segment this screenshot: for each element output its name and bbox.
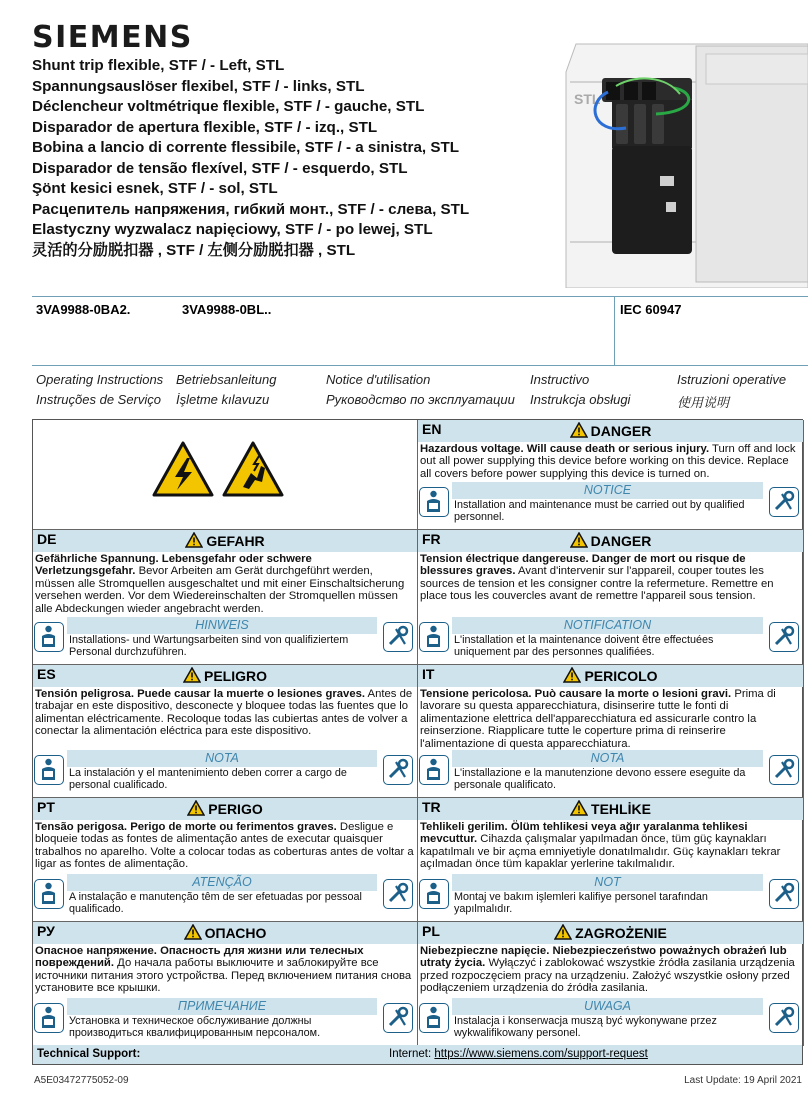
hazard-text: Опасное напряжение. Опасность для жизни или телесных повреждений. До начала работы выключите и заблокируйте все источники питания этого устройства. Перед включением питания снова установите все крышки. <box>35 945 412 995</box>
standard-ref: IEC 60947 <box>620 302 682 317</box>
language-code: FR <box>422 531 441 547</box>
tool-icon <box>769 487 799 517</box>
warning-triangle-icon <box>563 667 581 683</box>
tool-icon <box>383 879 413 909</box>
order-number-row <box>32 296 808 366</box>
instr-tr: İşletme kılavuzu <box>176 392 270 407</box>
warning-triangle-icon <box>554 924 572 940</box>
notice-text: A instalação e manutenção têm de ser efetuadas por pessoal qualificado. <box>69 891 362 915</box>
notice-text: L'installazione e la manutenzione devono essere eseguite da personale qualificato. <box>454 767 746 791</box>
last-update: Last Update: 19 April 2021 <box>684 1075 802 1086</box>
signal-word: PERIGO <box>33 800 417 817</box>
title-es: Disparador de apertura flexible, STF / - izq., STL <box>32 118 378 136</box>
qualified-personnel-icon <box>34 622 64 652</box>
notice-title: ATENÇÃO <box>67 874 377 891</box>
instr-pl: Instrukcja obsługi <box>530 392 631 407</box>
language-code: РУ <box>37 923 55 939</box>
notice-title: UWAGA <box>452 998 763 1015</box>
notice-title: NOTICE <box>452 482 763 499</box>
svg-text:STL: STL <box>574 91 601 107</box>
document-number: A5E03472775052-09 <box>34 1075 129 1086</box>
section-tr <box>418 798 804 922</box>
signal-word: DANGER <box>418 532 803 549</box>
hazard-text: Niebezpieczne napięcie. Niebezpieczeństwo poważnych obrażeń lub utraty życia. Wyłączyć i zablokować wszystkie źródła zasilania urządzenia przed rozpoczęciem pracy na urządzeniu. Założyć wszystkie osłony przed podłączeniem urządzenia do źródła zasilania. <box>420 945 795 995</box>
notice-title: NOT <box>452 874 763 891</box>
warning-pictograms <box>33 420 418 530</box>
section-es <box>33 665 418 798</box>
language-code: PT <box>37 799 55 815</box>
qualified-personnel-icon <box>419 879 449 909</box>
signal-word: ZAGROŻENIE <box>418 924 803 941</box>
title-tr: Şönt kesici esnek, STF / - sol, STL <box>32 180 278 197</box>
tool-icon <box>769 755 799 785</box>
warning-triangle-icon <box>184 924 202 940</box>
section-header <box>418 530 803 552</box>
instr-pt: Instruções de Serviço <box>36 392 162 407</box>
language-code: EN <box>422 421 442 437</box>
warning-triangle-icon <box>570 532 588 548</box>
qualified-personnel-icon <box>34 879 64 909</box>
hazard-text: Tensione pericolosa. Può causare la morte o lesioni gravi. Prima di lavorare su questa apparecchiatura, disinserire tutte le fonti di alimentazione elettrica dell'apparecchiatura ed assicurarle contro la reinserzione. Riapplicare tutte le coperture prima di reinserire l'alimentazione di questa apparecchiatura. <box>420 688 776 750</box>
notice-text: La instalación y el mantenimiento deben correr a cargo de personal cualificado. <box>69 767 347 791</box>
section-it <box>418 665 804 798</box>
product-image <box>556 42 808 288</box>
notice-text: Montaj ve bakım işlemleri kalifiye personel tarafından yapılmalıdır. <box>454 891 708 915</box>
qualified-personnel-icon <box>34 755 64 785</box>
signal-word: TEHLİKE <box>418 800 803 817</box>
product-titles <box>32 56 552 261</box>
qualified-personnel-icon <box>419 622 449 652</box>
notice-title: NOTA <box>452 750 763 767</box>
support-label: Technical Support: <box>37 1048 141 1060</box>
language-code: PL <box>422 923 440 939</box>
notice-box <box>418 481 803 529</box>
electric-shock-hazard-icon <box>221 440 285 498</box>
notice-text: Установка и техническое обслуживание должны производиться квалифицированным персоналом. <box>69 1015 321 1039</box>
notice-title: NOTA <box>67 750 377 767</box>
section-header <box>33 798 417 820</box>
language-code: IT <box>422 666 435 682</box>
notice-box <box>418 616 803 664</box>
notice-title: NOTIFICATION <box>452 617 763 634</box>
instr-ru: Руководство по эксплуатации <box>326 392 515 407</box>
high-voltage-warning-icon <box>151 440 215 498</box>
instr-es: Instructivo <box>530 372 590 387</box>
order-number-2: 3VA9988-0BL.. <box>182 302 272 317</box>
section-pl <box>418 922 804 1046</box>
section-en <box>418 420 804 530</box>
title-fr: Déclencheur voltmétrique flexible, STF / - gauche, STL <box>32 98 425 115</box>
notice-text: Installations- und Wartungsarbeiten sind von qualifiziertem Personal durchzuführen. <box>69 634 349 658</box>
warning-triangle-icon <box>570 800 588 816</box>
tool-icon <box>383 755 413 785</box>
title-pt: Disparador de tensão flexível, STF / - esquerdo, STL <box>32 159 408 177</box>
section-header <box>33 922 417 944</box>
notice-box <box>33 873 417 921</box>
tool-icon <box>769 879 799 909</box>
language-code: TR <box>422 799 441 815</box>
hazard-text: Tensión peligrosa. Puede causar la muerte o lesiones graves. Antes de trabajar en este dispositivo, desconecte y bloquee todas las fuentes que lo alimentan eléctricamente. Recoloque todas las cubiertas antes de volver a conectar la alimentación eléctrica para este dispositivo. <box>35 688 413 738</box>
signal-word: GEFAHR <box>33 532 417 549</box>
qualified-personnel-icon <box>419 1003 449 1033</box>
safety-grid <box>32 419 803 1064</box>
instr-en: Operating Instructions <box>36 372 164 387</box>
hazard-text: Tensão perigosa. Perigo de morte ou ferimentos graves. Desligue e bloqueie todas as fontes de alimentação antes de executar quaisquer trabalhos no aparelho. Volte a colocar todas as coberturas antes de voltar a ligar as fontes de alimentação. <box>35 821 414 871</box>
tool-icon <box>383 622 413 652</box>
title-pl: Elastyczny wyzwalacz napięciowy, STF / - po lewej, STL <box>32 221 433 238</box>
section-ru <box>33 922 418 1046</box>
notice-box <box>33 749 417 797</box>
notice-text: Installation and maintenance must be carried out by qualified personnel. <box>454 499 745 523</box>
instr-zh: 使用说明 <box>677 395 730 410</box>
section-pt <box>33 798 418 922</box>
notice-text: Instalacja i konserwacja muszą być wykonywane przez wykwalifikowany personel. <box>454 1015 717 1039</box>
warning-triangle-icon <box>185 532 203 548</box>
section-header <box>418 665 803 687</box>
section-header <box>418 420 803 442</box>
section-de <box>33 530 418 665</box>
title-de: Spannungsauslöser flexibel, STF / - links, STL <box>32 77 365 95</box>
language-code: ES <box>37 666 56 682</box>
signal-word: DANGER <box>418 422 803 439</box>
notice-box <box>418 749 803 797</box>
qualified-personnel-icon <box>419 755 449 785</box>
notice-text: L'installation et la maintenance doivent être effectuées uniquement par des personnes qualifiées. <box>454 634 714 658</box>
hazard-text: Hazardous voltage. Will cause death or serious injury. Turn off and lock out all power supplying this device before working on this device. Replace all covers before power supplying this device is turned on. <box>420 443 796 480</box>
technical-support-bar <box>32 1045 803 1065</box>
hazard-text: Tehlikeli gerilim. Ölüm tehlikesi veya ağır yaralanma tehlikesi mevcuttur. Cihazda çalışmalar yapılmadan önce, tüm güç kaynakları kapatılmalı ve bir açma emniyetiyle donatılmalıdır. Güç kaynakları tekrar açılmadan önce tüm kapaklar yerlerine takılmalıdır. <box>420 821 781 871</box>
tool-icon <box>769 622 799 652</box>
title-it: Bobina a lancio di corrente flessibile, STF / - a sinistra, STL <box>32 139 460 156</box>
signal-word: PELIGRO <box>33 667 417 684</box>
title-en: Shunt trip flexible, STF / - Left, STL <box>32 57 285 74</box>
section-fr <box>418 530 804 665</box>
qualified-personnel-icon <box>34 1003 64 1033</box>
tool-icon <box>769 1003 799 1033</box>
instr-de: Betriebsanleitung <box>176 372 277 387</box>
notice-box <box>33 616 417 664</box>
notice-box <box>418 997 803 1045</box>
section-header <box>33 665 417 687</box>
instr-it: Istruzioni operative <box>677 372 787 387</box>
signal-word: ОПАСНО <box>33 924 417 941</box>
hazard-text: Tension électrique dangereuse. Danger de mort ou risque de blessures graves. Avant d'intervenir sur l'appareil, couper toutes les sources de tension et les consigner contre la refermeture. Remettre en place tous les couvercles avant de remettre l'appareil sous tension. <box>420 553 774 603</box>
qualified-personnel-icon <box>419 487 449 517</box>
notice-box <box>33 997 417 1045</box>
section-header <box>418 798 803 820</box>
warning-triangle-icon <box>570 422 588 438</box>
order-number-1: 3VA9988-0BA2. <box>36 302 131 317</box>
title-ru: Расцепитель напряжения, гибкий монт., STF / - слева, STL <box>32 200 470 218</box>
title-zh: 灵活的分励脱扣器 , STF / 左侧分励脱扣器 , STL <box>32 241 356 259</box>
warning-triangle-icon <box>183 667 201 683</box>
support-link[interactable]: https://www.siemens.com/support-request <box>434 1048 648 1060</box>
language-code: DE <box>37 531 57 547</box>
notice-box <box>418 873 803 921</box>
hazard-text: Gefährliche Spannung. Lebensgefahr oder schwere Verletzungsgefahr. Bevor Arbeiten am Gerät durchgeführt werden, müssen alle Stromquellen ausgeschaltet und mit einer Einschaltsicherung versehen werden. Vor dem Wiedereinschalten der Stromquellen müssen alle Abdeckungen wieder angebracht werden. <box>35 553 405 615</box>
siemens-logo: SIEMENS <box>32 20 193 55</box>
tool-icon <box>383 1003 413 1033</box>
section-header <box>418 922 803 944</box>
instr-fr: Notice d'utilisation <box>326 372 431 387</box>
row-divider <box>614 297 615 365</box>
signal-word: PERICOLO <box>418 667 803 684</box>
section-header <box>33 530 417 552</box>
notice-title: ПРИМЕЧАНИЕ <box>67 998 377 1015</box>
notice-title: HINWEIS <box>67 617 377 634</box>
warning-triangle-icon <box>187 800 205 816</box>
support-internet: Internet: https://www.siemens.com/support-request <box>389 1048 648 1060</box>
